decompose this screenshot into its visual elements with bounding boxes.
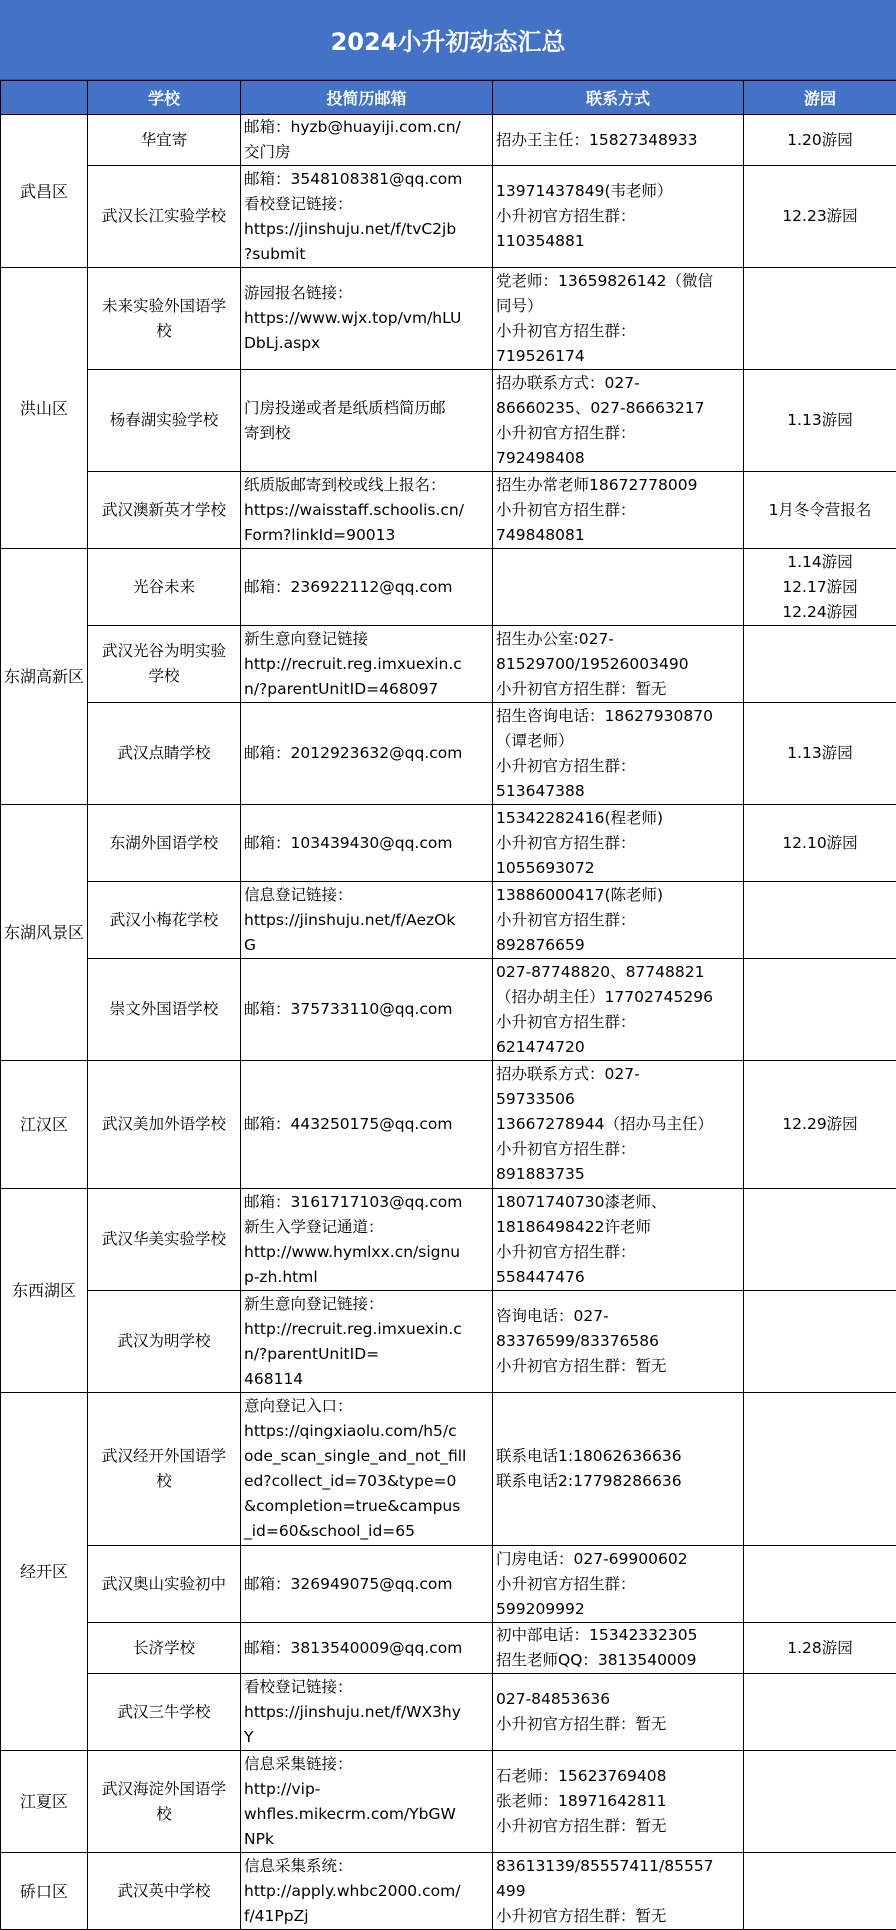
contact-line: 小升初官方招生群： (496, 908, 740, 933)
apply-cell (241, 115, 493, 166)
contact-line: 小升初官方招生群：暂无 (496, 1814, 740, 1839)
contact-line: 83613139/85557411/85557 (496, 1854, 740, 1879)
contact-cell (493, 1393, 744, 1546)
apply-line: https://jinshuju.net/f/tvC2jb (244, 217, 489, 242)
contact-line: 13667278944（招办马主任） (496, 1112, 740, 1137)
contact-line: 59733506 (496, 1087, 740, 1112)
school-line: 武汉为明学校 (91, 1329, 237, 1354)
apply-line: 邮箱：326949075@qq.com (244, 1572, 489, 1597)
district-name: 洪山区 (20, 399, 68, 418)
apply-line: ode_scan_single_and_not_fill (244, 1444, 489, 1469)
apply-line: 邮箱：2012923632@qq.com (244, 741, 489, 766)
apply-line: 信息采集链接： (244, 1752, 489, 1777)
contact-line: 同号） (496, 294, 740, 319)
visit-cell (744, 1853, 896, 1930)
school-cell (88, 882, 241, 959)
apply-line: http://recruit.reg.imxuexin.c (244, 652, 489, 677)
apply-line: 游园报名链接： (244, 281, 489, 306)
apply-line: 新生入学登记通道： (244, 1215, 489, 1240)
school-cell (88, 626, 241, 703)
apply-line: 468114 (244, 1367, 489, 1392)
visit-cell (744, 1393, 896, 1546)
contact-line: （招办胡主任）17702745296 (496, 985, 740, 1010)
school-line: 武汉三牛学校 (91, 1700, 237, 1725)
contact-line: 1055693072 (496, 856, 740, 881)
apply-line: http://apply.whbc2000.com/ (244, 1879, 489, 1904)
contact-line: 小升初官方招生群： (496, 498, 740, 523)
visit-cell (744, 1291, 896, 1393)
header-visit: 游园 (744, 81, 896, 115)
school-line: 武汉点睛学校 (91, 741, 237, 766)
visit-line: 12.29游园 (747, 1112, 893, 1137)
apply-line: 看校登记链接： (244, 192, 489, 217)
school-cell (88, 805, 241, 882)
header-school: 学校 (88, 81, 241, 115)
school-cell (88, 1546, 241, 1623)
school-line: 华宜寄 (91, 128, 237, 153)
apply-line: DbLj.aspx (244, 331, 489, 356)
contact-cell (493, 1623, 744, 1674)
contact-cell (493, 959, 744, 1061)
district-cell (1, 1751, 88, 1853)
table-row (1, 1751, 896, 1853)
table-row (1, 268, 896, 370)
visit-line: 1月冬令营报名 (747, 498, 893, 523)
district-name: 东西湖区 (12, 1281, 76, 1300)
school-line: 学校 (91, 664, 237, 689)
table-row (1, 1674, 896, 1751)
school-line: 武汉美加外语学校 (91, 1112, 237, 1137)
apply-line: 门房投递或者是纸质档简历邮 (244, 396, 489, 421)
contact-line: 初中部电话：15342332305 (496, 1623, 740, 1648)
visit-cell (744, 805, 896, 882)
contact-line: 小升初官方招生群： (496, 319, 740, 344)
contact-line: 81529700/19526003490 (496, 652, 740, 677)
contact-line: 招生办常老师18672778009 (496, 473, 740, 498)
visit-cell (744, 1623, 896, 1674)
apply-line: Y (244, 1725, 489, 1750)
apply-cell (241, 1546, 493, 1623)
contact-line: 13971437849(韦老师） (496, 179, 740, 204)
apply-line: 新生意向登记链接 (244, 627, 489, 652)
apply-cell (241, 549, 493, 626)
school-line: 武汉澳新英才学校 (91, 498, 237, 523)
header-contact: 联系方式 (493, 81, 744, 115)
header-row (1, 81, 896, 115)
school-line: 武汉经开外国语学 (91, 1444, 237, 1469)
apply-cell (241, 268, 493, 370)
contact-line: 咨询电话：027- (496, 1304, 740, 1329)
school-cell (88, 370, 241, 472)
contact-line: （谭老师） (496, 729, 740, 754)
visit-cell (744, 370, 896, 472)
apply-line: _id=60&school_id=65 (244, 1519, 489, 1544)
contact-line: 张老师：18971642811 (496, 1789, 740, 1814)
table-row (1, 1393, 896, 1546)
table-row (1, 1623, 896, 1674)
contact-cell (493, 268, 744, 370)
district-cell (1, 549, 88, 805)
apply-line: n/?parentUnitID= (244, 1342, 489, 1367)
contact-cell (493, 166, 744, 268)
visit-line: 1.20游园 (747, 128, 893, 153)
district-cell (1, 1393, 88, 1751)
apply-line: 交门房 (244, 140, 489, 165)
contact-line: 小升初官方招生群： (496, 1010, 740, 1035)
district-cell (1, 115, 88, 268)
apply-line: G (244, 933, 489, 958)
contact-cell (493, 805, 744, 882)
apply-line: 看校登记链接： (244, 1675, 489, 1700)
school-line: 长济学校 (91, 1636, 237, 1661)
visit-cell (744, 1061, 896, 1189)
apply-line: 邮箱：443250175@qq.com (244, 1112, 489, 1137)
contact-cell (493, 1546, 744, 1623)
apply-cell (241, 626, 493, 703)
contact-line: 599209992 (496, 1597, 740, 1622)
visit-cell (744, 1674, 896, 1751)
apply-line: n/?parentUnitID=468097 (244, 677, 489, 702)
school-line: 崇文外国语学校 (91, 997, 237, 1022)
apply-line: 信息登记链接： (244, 883, 489, 908)
apply-line: 邮箱：236922112@qq.com (244, 575, 489, 600)
apply-line: ed?collect_id=703&type=0 (244, 1469, 489, 1494)
school-cell (88, 472, 241, 549)
visit-cell (744, 1546, 896, 1623)
visit-cell (744, 472, 896, 549)
district-cell (1, 1189, 88, 1393)
apply-line: 纸质版邮寄到校或线上报名： (244, 473, 489, 498)
apply-line: p-zh.html (244, 1265, 489, 1290)
contact-cell (493, 549, 744, 626)
contact-line: 86660235、027-86663217 (496, 396, 740, 421)
contact-line: 联系电话2:17798286636 (496, 1469, 740, 1494)
contact-line: 小升初官方招生群： (496, 831, 740, 856)
visit-cell (744, 268, 896, 370)
contact-line: 小升初官方招生群： (496, 1137, 740, 1162)
apply-line: whfles.mikecrm.com/YbGW (244, 1802, 489, 1827)
apply-line: &completion=true&campus (244, 1494, 489, 1519)
contact-line: 15342282416(程老师) (496, 806, 740, 831)
district-cell (1, 268, 88, 549)
apply-line: http://www.hymlxx.cn/signu (244, 1240, 489, 1265)
school-cell (88, 1853, 241, 1930)
contact-line: 621474720 (496, 1035, 740, 1060)
apply-line: NPk (244, 1827, 489, 1852)
school-cell (88, 703, 241, 805)
contact-line: 招生老师QQ：3813540009 (496, 1648, 740, 1673)
table-row (1, 703, 896, 805)
school-line: 校 (91, 1469, 237, 1494)
apply-line: 意向登记入口： (244, 1394, 489, 1419)
visit-cell (744, 959, 896, 1061)
apply-line: 信息采集系统： (244, 1854, 489, 1879)
contact-line: 558447476 (496, 1265, 740, 1290)
table-row (1, 1061, 896, 1189)
visit-line: 12.24游园 (747, 600, 893, 625)
school-cell (88, 1674, 241, 1751)
school-line: 武汉小梅花学校 (91, 908, 237, 933)
school-line: 武汉奥山实验初中 (91, 1572, 237, 1597)
school-cell (88, 166, 241, 268)
contact-line: 招生咨询电话：18627930870 (496, 704, 740, 729)
school-cell (88, 1393, 241, 1546)
contact-cell (493, 882, 744, 959)
table-row (1, 115, 896, 166)
school-line: 未来实验外国语学 (91, 294, 237, 319)
visit-cell (744, 703, 896, 805)
contact-line: 792498408 (496, 446, 740, 471)
school-cell (88, 959, 241, 1061)
contact-line: 749848081 (496, 523, 740, 548)
apply-line: https://jinshuju.net/f/AezOk (244, 908, 489, 933)
school-line: 东湖外国语学校 (91, 831, 237, 856)
apply-cell (241, 370, 493, 472)
contact-line: 招办联系方式：027- (496, 1062, 740, 1087)
school-cell (88, 268, 241, 370)
table-row (1, 472, 896, 549)
apply-line: f/41PpZj (244, 1904, 489, 1929)
apply-line: 寄到校 (244, 421, 489, 446)
school-line: 武汉海淀外国语学 (91, 1777, 237, 1802)
school-cell (88, 115, 241, 166)
apply-cell (241, 1751, 493, 1853)
district-name: 武昌区 (20, 182, 68, 201)
summary-table (0, 80, 896, 1930)
school-line: 光谷未来 (91, 575, 237, 600)
district-name: 东湖高新区 (4, 667, 84, 686)
district-name: 东湖风景区 (4, 923, 84, 942)
school-line: 武汉长江实验学校 (91, 204, 237, 229)
contact-line: 18186498422许老师 (496, 1215, 740, 1240)
contact-line: 门房电话：027-69900602 (496, 1547, 740, 1572)
apply-line: 邮箱：hyzb@huayiji.com.cn/ (244, 115, 489, 140)
district-cell (1, 1853, 88, 1930)
contact-line: 招办王主任：15827348933 (496, 128, 740, 153)
visit-line: 12.17游园 (747, 575, 893, 600)
table-row (1, 370, 896, 472)
visit-line: 12.23游园 (747, 204, 893, 229)
contact-line: 83376599/83376586 (496, 1329, 740, 1354)
apply-line: 新生意向登记链接： (244, 1292, 489, 1317)
apply-line: 邮箱：3548108381@qq.com (244, 167, 489, 192)
contact-line: 党老师：13659826142（微信 (496, 269, 740, 294)
contact-line: 联系电话1:18062636636 (496, 1444, 740, 1469)
visit-cell (744, 549, 896, 626)
apply-cell (241, 1291, 493, 1393)
contact-line: 小升初官方招生群： (496, 421, 740, 446)
contact-line: 招办联系方式：027- (496, 371, 740, 396)
apply-cell (241, 703, 493, 805)
visit-line: 12.10游园 (747, 831, 893, 856)
apply-cell (241, 959, 493, 1061)
school-line: 校 (91, 319, 237, 344)
contact-cell (493, 703, 744, 805)
contact-line: 499 (496, 1879, 740, 1904)
apply-cell (241, 1061, 493, 1189)
table-row (1, 1853, 896, 1930)
district-cell (1, 805, 88, 1061)
apply-line: https://www.wjx.top/vm/hLU (244, 306, 489, 331)
visit-line: 1.13游园 (747, 408, 893, 433)
school-cell (88, 1189, 241, 1291)
contact-line: 小升初官方招生群：暂无 (496, 677, 740, 702)
contact-line: 027-87748820、87748821 (496, 960, 740, 985)
contact-cell (493, 1291, 744, 1393)
district-name: 硚口区 (20, 1882, 68, 1901)
apply-cell (241, 1393, 493, 1546)
contact-cell (493, 370, 744, 472)
district-name: 江夏区 (20, 1792, 68, 1811)
contact-cell (493, 472, 744, 549)
apply-line: https://waisstaff.schoolis.cn/ (244, 498, 489, 523)
apply-line: 邮箱：375733110@qq.com (244, 997, 489, 1022)
table-row (1, 882, 896, 959)
school-cell (88, 1061, 241, 1189)
visit-cell (744, 1751, 896, 1853)
apply-cell (241, 166, 493, 268)
visit-line: 1.14游园 (747, 550, 893, 575)
page-title: 2024小升初动态汇总 (0, 0, 896, 80)
apply-line: 邮箱：3813540009@qq.com (244, 1636, 489, 1661)
contact-line: 891883735 (496, 1162, 740, 1187)
apply-line: 邮箱：103439430@qq.com (244, 831, 489, 856)
school-line: 武汉光谷为明实验 (91, 639, 237, 664)
contact-line: 892876659 (496, 933, 740, 958)
contact-cell (493, 1061, 744, 1189)
apply-line: https://jinshuju.net/f/WX3hy (244, 1700, 489, 1725)
table-row (1, 1546, 896, 1623)
contact-line: 招生办公室:027- (496, 627, 740, 652)
contact-line: 110354881 (496, 229, 740, 254)
table-row (1, 549, 896, 626)
contact-line: 小升初官方招生群： (496, 754, 740, 779)
district-name: 经开区 (20, 1562, 68, 1581)
visit-cell (744, 882, 896, 959)
apply-line: http://vip- (244, 1777, 489, 1802)
contact-line: 027-84853636 (496, 1687, 740, 1712)
school-line: 武汉华美实验学校 (91, 1227, 237, 1252)
table-row (1, 805, 896, 882)
contact-line: 513647388 (496, 779, 740, 804)
header-district (1, 81, 88, 115)
apply-line: http://recruit.reg.imxuexin.c (244, 1317, 489, 1342)
contact-cell (493, 115, 744, 166)
header-apply: 投简历邮箱 (241, 81, 493, 115)
contact-cell (493, 1189, 744, 1291)
contact-line: 小升初官方招生群： (496, 204, 740, 229)
contact-line: 石老师：15623769408 (496, 1764, 740, 1789)
contact-line: 719526174 (496, 344, 740, 369)
visit-line: 1.13游园 (747, 741, 893, 766)
school-cell (88, 1751, 241, 1853)
apply-line: ?submit (244, 242, 489, 267)
contact-line: 13886000417(陈老师) (496, 883, 740, 908)
apply-line: https://qingxiaolu.com/h5/c (244, 1419, 489, 1444)
visit-cell (744, 626, 896, 703)
contact-cell (493, 626, 744, 703)
apply-cell (241, 472, 493, 549)
apply-cell (241, 882, 493, 959)
visit-cell (744, 166, 896, 268)
table-body (1, 115, 896, 1930)
contact-line: 小升初官方招生群： (496, 1572, 740, 1597)
contact-line: 小升初官方招生群： (496, 1240, 740, 1265)
apply-cell (241, 805, 493, 882)
apply-line: Form?linkId=90013 (244, 523, 489, 548)
school-line: 校 (91, 1802, 237, 1827)
apply-cell (241, 1189, 493, 1291)
school-cell (88, 1291, 241, 1393)
contact-line: 小升初官方招生群：暂无 (496, 1712, 740, 1737)
contact-cell (493, 1674, 744, 1751)
district-name: 江汉区 (20, 1115, 68, 1134)
table-row (1, 166, 896, 268)
visit-line: 1.28游园 (747, 1636, 893, 1661)
visit-cell (744, 115, 896, 166)
table-row (1, 959, 896, 1061)
contact-cell (493, 1853, 744, 1930)
table-row (1, 626, 896, 703)
contact-line: 18071740730漆老师、 (496, 1190, 740, 1215)
district-cell (1, 1061, 88, 1189)
school-line: 杨春湖实验学校 (91, 408, 237, 433)
school-cell (88, 549, 241, 626)
table-row (1, 1291, 896, 1393)
contact-line: 小升初官方招生群：暂无 (496, 1904, 740, 1929)
visit-cell (744, 1189, 896, 1291)
contact-line: 小升初官方招生群：暂无 (496, 1354, 740, 1379)
apply-cell (241, 1853, 493, 1930)
apply-cell (241, 1674, 493, 1751)
school-line: 武汉英中学校 (91, 1879, 237, 1904)
contact-cell (493, 1751, 744, 1853)
apply-line: 邮箱：3161717103@qq.com (244, 1190, 489, 1215)
school-cell (88, 1623, 241, 1674)
table-row (1, 1189, 896, 1291)
apply-cell (241, 1623, 493, 1674)
